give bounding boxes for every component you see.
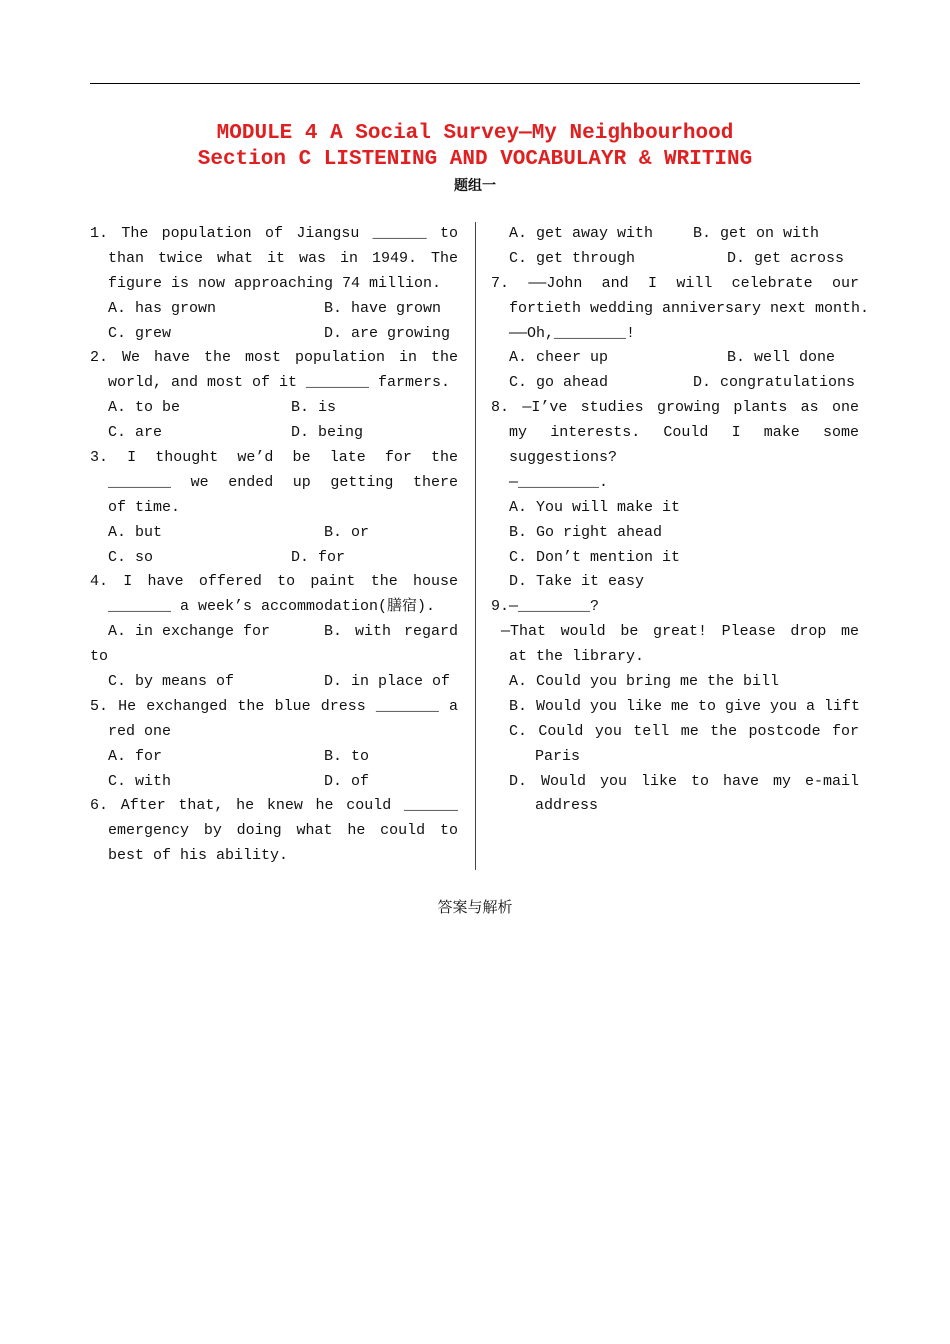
question-text: —That would be great! Please drop me bbox=[501, 623, 859, 641]
question-text: at the library. bbox=[509, 648, 645, 666]
option-b: B. or bbox=[324, 523, 370, 541]
page-title: MODULE 4 A Social Survey—My Neighbourhood bbox=[216, 122, 734, 145]
option-d: D. Take it easy bbox=[509, 573, 645, 591]
option-c: C. go ahead bbox=[509, 374, 609, 392]
option-c: C. are bbox=[108, 424, 163, 442]
question-text: 1. The population of Jiangsu ______ to bbox=[90, 225, 458, 242]
question-text: 4. I have offered to paint the house bbox=[90, 573, 458, 591]
option-c: C. with bbox=[108, 772, 172, 790]
option-d-continued: address bbox=[535, 797, 599, 815]
question-text: of time. bbox=[108, 498, 181, 516]
option-c: C. so bbox=[108, 548, 154, 566]
question-5 bbox=[90, 695, 458, 795]
question-text: world, and most of it _______ farmers. bbox=[108, 374, 451, 392]
option-a: A. get away with bbox=[509, 225, 654, 242]
option-d: D. for bbox=[291, 548, 346, 566]
header-rule bbox=[90, 83, 860, 84]
option-b: B. Go right ahead bbox=[509, 523, 663, 541]
option-d: D. being bbox=[291, 424, 364, 442]
question-1 bbox=[90, 222, 458, 346]
question-text: _______ a week’s accommodation(膳宿). bbox=[108, 598, 436, 616]
question-text: than twice what it was in 1949. The bbox=[108, 249, 458, 267]
section-title: Section C LISTENING AND VOCABULAYR & WRITING bbox=[197, 148, 753, 171]
question-4 bbox=[90, 570, 458, 694]
option-a: A. but bbox=[108, 523, 163, 541]
question-text: 2. We have the most population in the bbox=[90, 349, 458, 367]
option-c: C. grew bbox=[108, 324, 172, 342]
option-b-continued: to bbox=[90, 648, 109, 666]
option-a: A. to be bbox=[108, 399, 181, 417]
question-text: my interests. Could I make some bbox=[509, 424, 859, 442]
question-text: fortieth wedding anniversary next month. bbox=[509, 299, 870, 317]
group-label: 题组一 bbox=[454, 178, 496, 194]
option-b: B. have grown bbox=[324, 299, 442, 317]
question-text: suggestions? bbox=[509, 449, 618, 467]
option-a: A. has grown bbox=[108, 299, 217, 317]
option-c: C. Could you tell me the postcode for bbox=[509, 722, 859, 740]
option-b: B. to bbox=[324, 747, 370, 765]
question-text: 8. —I’ve studies growing plants as one bbox=[491, 399, 859, 417]
option-a: A. in exchange for bbox=[108, 623, 271, 641]
option-c: C. by means of bbox=[108, 673, 235, 691]
question-text: emergency by doing what he could to bbox=[108, 822, 458, 840]
question-text: best of his ability. bbox=[108, 847, 289, 865]
question-text: 3. I thought we’d be late for the bbox=[90, 449, 458, 467]
option-b: B. is bbox=[291, 399, 337, 417]
option-c: C. get through bbox=[509, 249, 636, 267]
option-d: D. congratulations bbox=[693, 374, 856, 392]
right-column bbox=[491, 222, 870, 819]
question-text: 6. After that, he knew he could ______ bbox=[90, 797, 458, 815]
column-divider bbox=[475, 222, 476, 870]
question-text: red one bbox=[108, 722, 172, 740]
question-3 bbox=[90, 446, 458, 570]
option-c: C. Don’t mention it bbox=[509, 548, 681, 566]
option-d: D. Would you like to have my e-mail bbox=[509, 772, 859, 790]
option-a: A. cheer up bbox=[509, 349, 609, 367]
option-d: D. get across bbox=[727, 249, 845, 267]
question-text: _______ we ended up getting there bbox=[108, 473, 458, 491]
question-6 bbox=[90, 794, 458, 869]
question-text: 5. He exchanged the blue dress _______ a bbox=[90, 697, 458, 715]
question-text: 7. ——John and I will celebrate our bbox=[491, 274, 859, 292]
question-6-options bbox=[491, 222, 859, 272]
option-a: A. You will make it bbox=[509, 498, 681, 516]
option-b: B. Would you like me to give you a lift bbox=[509, 697, 861, 715]
option-d: D. in place of bbox=[324, 673, 451, 691]
question-text: —_________. bbox=[509, 473, 609, 491]
option-c-continued: Paris bbox=[535, 747, 581, 765]
left-column bbox=[90, 222, 458, 869]
question-7 bbox=[491, 272, 870, 396]
question-9 bbox=[491, 595, 859, 819]
option-d: D. of bbox=[324, 772, 370, 790]
question-text: ——Oh,________! bbox=[509, 324, 636, 342]
question-2 bbox=[90, 346, 458, 446]
question-text: figure is now approaching 74 million. bbox=[108, 274, 442, 292]
option-a: A. Could you bring me the bill bbox=[509, 673, 780, 691]
question-text: 9.—________? bbox=[491, 598, 600, 616]
option-d: D. are growing bbox=[324, 324, 451, 342]
answer-section-label: 答案与解析 bbox=[437, 898, 513, 916]
option-a: A. for bbox=[108, 747, 163, 765]
option-b: B. well done bbox=[727, 349, 836, 367]
question-8 bbox=[491, 396, 859, 595]
option-b: B. with regard bbox=[324, 623, 458, 641]
option-b: B. get on with bbox=[693, 225, 820, 242]
